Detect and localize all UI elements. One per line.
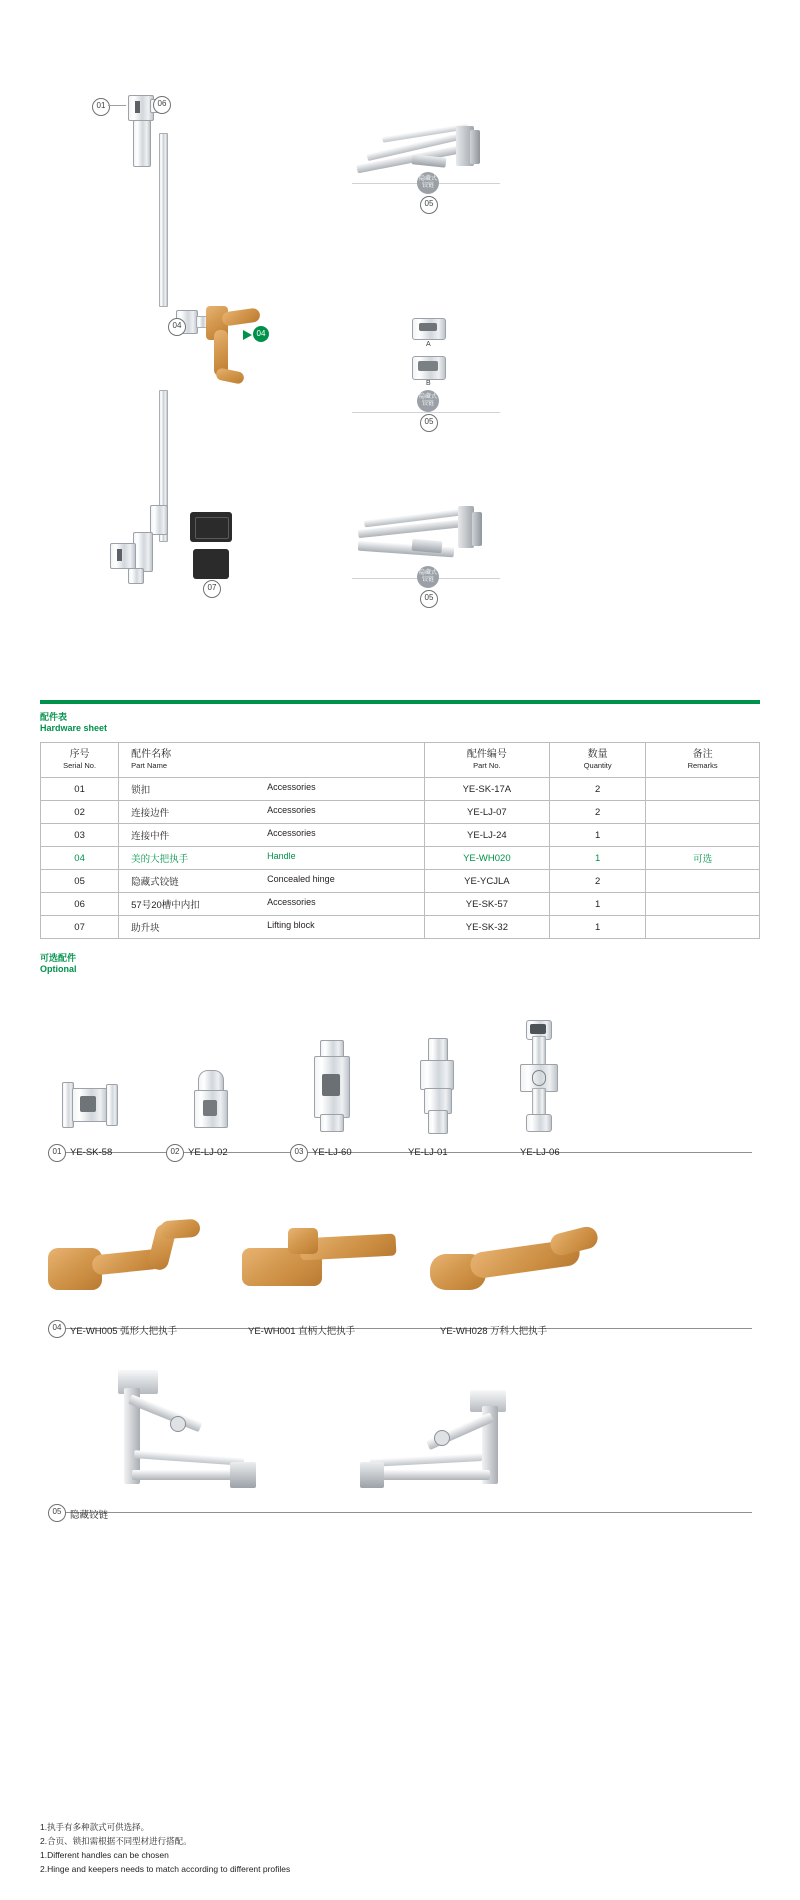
- part-drive-rod-1: [159, 133, 168, 307]
- cell-part-no: YE-LJ-07: [424, 801, 550, 824]
- note-line-4: 2.Hinge and keepers needs to match according to different profiles: [40, 1864, 291, 1874]
- cell-serial: 03: [41, 824, 119, 847]
- callout-05-b: 05: [420, 414, 438, 432]
- cell-quantity: 1: [550, 916, 646, 939]
- gallery-rule-1: [48, 1152, 752, 1153]
- cell-quantity: 1: [550, 847, 646, 870]
- footer-notes: [40, 1820, 290, 1876]
- part-keeper-slot: [135, 101, 140, 113]
- cell-remarks: [646, 778, 760, 801]
- table-row: [41, 916, 760, 939]
- table-row: [41, 778, 760, 801]
- photo-ye-wh001: [242, 1224, 402, 1298]
- section-rule: [40, 700, 760, 704]
- optional-heading-en: Optional: [40, 964, 77, 974]
- cell-remarks: [646, 870, 760, 893]
- photo-ye-lj-60: [312, 1040, 350, 1132]
- badge-concealed-hinge-1: 隐藏式 铰链: [417, 172, 439, 194]
- cell-remarks: [646, 893, 760, 916]
- part-keeper-bl: [110, 543, 136, 569]
- table-row-optional: [41, 847, 760, 870]
- optional-heading-cn: 可选配件: [40, 953, 77, 963]
- header-part-no: 配件编号 Part No.: [424, 743, 550, 778]
- callout-05-c: 05: [420, 590, 438, 608]
- optional-row-3: [0, 1360, 800, 1540]
- sheet-title: [40, 712, 760, 734]
- photo-ye-wh028: [430, 1224, 606, 1298]
- header-part-name: 配件名称 Part Name: [119, 743, 424, 778]
- cell-part-no: YE-YCJLA: [424, 870, 550, 893]
- header-remarks: 备注 Remarks: [646, 743, 760, 778]
- cell-remarks: 可选: [646, 847, 760, 870]
- cell-serial: 04: [41, 847, 119, 870]
- badge-concealed-hinge-2: 隐藏式 铰链: [417, 566, 439, 588]
- table-row: [41, 870, 760, 893]
- callout-01-a: 01: [92, 98, 110, 116]
- part-keeper-slot-2: [117, 549, 122, 561]
- photo-concealed-hinge-right: [330, 1390, 520, 1500]
- part-lifting-block-bottom: [193, 549, 229, 579]
- table-row: [41, 824, 760, 847]
- cell-serial: 07: [41, 916, 119, 939]
- photo-ye-lj-02: [190, 1070, 230, 1130]
- badge-optional-1: 01: [48, 1144, 66, 1162]
- photo-ye-sk-58: [62, 1080, 118, 1128]
- label-a: A: [426, 341, 431, 348]
- photo-ye-wh005: [48, 1220, 218, 1300]
- note-line-3: 1.Different handles can be chosen: [40, 1850, 169, 1860]
- callout-04: 04: [168, 318, 186, 336]
- cell-serial: 01: [41, 778, 119, 801]
- part-lifting-block-top: [190, 512, 232, 542]
- cell-remarks: [646, 801, 760, 824]
- caption-ye-lj-60: YE-LJ-60: [312, 1147, 352, 1158]
- cell-part-no: YE-WH020: [424, 847, 550, 870]
- callout-05-a: 05: [420, 196, 438, 214]
- cell-quantity: 2: [550, 778, 646, 801]
- header-quantity: 数量 Quantity: [550, 743, 646, 778]
- header-serial: 序号 Serial No.: [41, 743, 119, 778]
- sheet-title-en: Hardware sheet: [40, 723, 108, 733]
- caption-concealed-hinge: 隐藏铰链: [70, 1510, 109, 1521]
- badge-keepers: 隐藏式 铰链: [417, 390, 439, 412]
- photo-concealed-hinge-2: [352, 500, 500, 572]
- cell-quantity: 2: [550, 870, 646, 893]
- cell-part-name: 57号20槽中内扣 Accessories: [119, 893, 424, 916]
- photo-concealed-hinge-left: [110, 1370, 320, 1500]
- cell-part-name: 隐藏式铰链 Concealed hinge: [119, 870, 424, 893]
- part-lock-body-2: [133, 532, 153, 572]
- caption-ye-wh028: YE-WH028 万科大把执手: [440, 1326, 548, 1337]
- badge-optional-3: 03: [290, 1144, 308, 1162]
- table-row: [41, 801, 760, 824]
- part-lock-cap: [128, 568, 144, 584]
- photo-ye-lj-06: [518, 1020, 558, 1132]
- hardware-sheet-section: [40, 700, 760, 975]
- photo-ye-lj-01: [418, 1038, 454, 1134]
- cell-remarks: [646, 916, 760, 939]
- hardware-table: [40, 742, 760, 939]
- keeper-b-slot: [418, 361, 438, 371]
- leader-line: [108, 105, 126, 106]
- optional-row-1: [0, 1000, 800, 1190]
- badge-optional-4: 04: [48, 1320, 66, 1338]
- photo-concealed-hinge-1: [352, 120, 500, 180]
- badge-optional-2: 02: [166, 1144, 184, 1162]
- green-arrow-icon: [243, 330, 252, 340]
- caption-ye-lj-06: YE-LJ-06: [520, 1147, 560, 1158]
- divider: [352, 412, 500, 413]
- table-header-row: [41, 743, 760, 778]
- label-b: B: [426, 380, 431, 387]
- cell-serial: 05: [41, 870, 119, 893]
- cell-part-no: YE-LJ-24: [424, 824, 550, 847]
- cell-part-name: 助升块 Lifting block: [119, 916, 424, 939]
- cell-part-no: YE-SK-57: [424, 893, 550, 916]
- caption-ye-wh001: YE-WH001 直柄大把执手: [248, 1326, 356, 1337]
- cell-part-no: YE-SK-17A: [424, 778, 550, 801]
- note-line-2: 2.合页、锁扣需根据不同型材进行搭配。: [40, 1836, 192, 1846]
- cell-part-no: YE-SK-32: [424, 916, 550, 939]
- cell-serial: 06: [41, 893, 119, 916]
- optional-row-2: [0, 1210, 800, 1360]
- part-lock-body: [133, 120, 151, 167]
- part-corner-drive-2: [150, 505, 168, 535]
- optional-heading: [40, 953, 760, 975]
- cell-part-name: 连接边件 Accessories: [119, 801, 424, 824]
- exploded-diagram: [0, 0, 800, 690]
- cell-quantity: 1: [550, 824, 646, 847]
- cell-part-name: 美的大把执手 Handle: [119, 847, 424, 870]
- callout-06: 06: [153, 96, 171, 114]
- badge-optional-5: 05: [48, 1504, 66, 1522]
- cell-part-name: 连接中件 Accessories: [119, 824, 424, 847]
- caption-ye-wh005: YE-WH005 弧形大把执手: [70, 1326, 178, 1337]
- cell-serial: 02: [41, 801, 119, 824]
- cell-quantity: 1: [550, 893, 646, 916]
- cell-remarks: [646, 824, 760, 847]
- table-row: [41, 893, 760, 916]
- callout-04-green: 04: [253, 326, 269, 342]
- caption-ye-lj-02: YE-LJ-02: [188, 1147, 228, 1158]
- callout-07: 07: [203, 580, 221, 598]
- part-handle-tail: [215, 367, 245, 385]
- caption-ye-sk-58: YE-SK-58: [70, 1147, 113, 1158]
- gallery-rule-3: [48, 1512, 752, 1513]
- keeper-a-slot: [419, 323, 437, 331]
- cell-part-name: 锁扣 Accessories: [119, 778, 424, 801]
- cell-quantity: 2: [550, 801, 646, 824]
- caption-ye-lj-01: YE-LJ-01: [408, 1147, 448, 1158]
- note-line-1: 1.执手有多种款式可供选择。: [40, 1822, 150, 1832]
- sheet-title-cn: 配件表: [40, 712, 68, 722]
